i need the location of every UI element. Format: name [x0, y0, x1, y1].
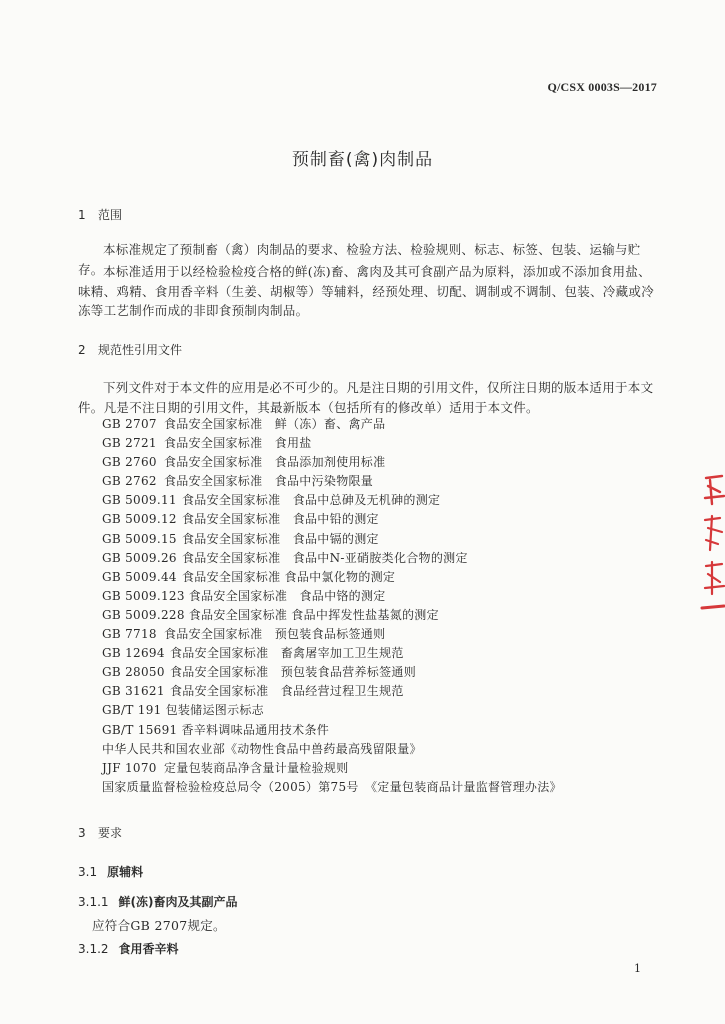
reference-code: GB 5009.12 — [102, 512, 177, 527]
reference-item — [102, 625, 562, 644]
reference-item — [102, 453, 562, 472]
reference-item — [102, 759, 562, 778]
reference-item — [102, 701, 562, 720]
section-number: 1 — [78, 208, 86, 222]
official-seal-stamp — [700, 470, 725, 620]
subsection-title: 原辅料 — [107, 865, 144, 879]
reference-item — [102, 778, 562, 797]
reference-code: GB 2760 — [102, 455, 157, 470]
standard-code: Q/CSX 0003S—2017 — [547, 80, 657, 94]
reference-text: 食品安全国家标准 食品中铬的测定 — [188, 588, 386, 603]
reference-list — [102, 415, 562, 797]
reference-code: GB 5009.228 — [102, 607, 185, 622]
reference-text: 食品安全国家标准 预包装食品标签通则 — [164, 627, 386, 642]
section-number: 2 — [78, 343, 86, 357]
references-intro: 下列文件对于本文件的应用是必不可少的。凡是注日期的引用文件，仅所注日期的版本适用于本文件。凡是不注日期的引用文件，其最新版本（包括所有的修改单）适用于本文件。 — [78, 380, 654, 415]
reference-text: 食品安全国家标准 鲜（冻）畜、禽产品 — [164, 417, 386, 431]
section-heading-references — [78, 341, 182, 358]
reference-text: 定量包装商品净含量计量检验规则 — [164, 760, 349, 775]
reference-text: 食品安全国家标准 食用盐 — [164, 436, 312, 451]
reference-code: GB/T 15691 — [102, 722, 178, 737]
reference-item — [102, 491, 562, 510]
subsection-number: 3.1.1 — [78, 895, 109, 909]
reference-item — [102, 740, 562, 759]
reference-text: 食品安全国家标准 食品中铅的测定 — [182, 512, 379, 527]
reference-text: 食品安全国家标准 食品经营过程卫生规范 — [170, 684, 404, 699]
section-title: 范围 — [98, 208, 123, 222]
page-number: 1 — [634, 962, 641, 975]
reference-code: GB 5009.123 — [102, 588, 185, 603]
section-heading-scope — [78, 206, 122, 223]
reference-text: 食品安全国家标准 食品中挥发性盐基氮的测定 — [188, 607, 439, 622]
scope-paragraph-1: 本标准规定了预制畜（禽）肉制品的要求、检验方法、检验规则、标志、标签、包装、运输与贮存。 — [78, 242, 641, 277]
section-number: 3 — [78, 826, 86, 840]
reference-text: 食品安全国家标准 食品中总砷及无机砷的测定 — [182, 493, 441, 508]
subsection-heading-3-1 — [78, 863, 143, 880]
reference-item — [102, 682, 562, 701]
reference-text: 香辛料调味品通用技术条件 — [181, 722, 330, 737]
reference-code: GB 5009.15 — [102, 531, 177, 546]
reference-text: 食品安全国家标准 食品中氯化物的测定 — [182, 569, 396, 584]
reference-code: GB 28050 — [102, 665, 165, 680]
reference-text: 国家质量监督检验检疫总局令（2005）第75号 《定量包装商品计量监督管理办法》 — [102, 779, 562, 794]
reference-text: 食品安全国家标准 畜禽屠宰加工卫生规范 — [170, 646, 404, 661]
reference-item — [102, 721, 562, 740]
reference-code: GB 12694 — [102, 646, 165, 661]
reference-code: GB 5009.26 — [102, 550, 177, 565]
reference-code: GB/T 191 — [102, 703, 162, 718]
subsection-heading-3-1-2 — [78, 940, 179, 957]
reference-item — [102, 510, 562, 529]
subsection-title: 食用香辛料 — [118, 942, 179, 956]
subsection-body-3-1-1: 应符合GB 2707规定。 — [92, 918, 226, 933]
reference-code: JJF 1070 — [102, 760, 157, 775]
reference-code: GB 5009.11 — [102, 493, 177, 508]
reference-item — [102, 472, 562, 491]
reference-text: 食品安全国家标准 食品中N-亚硝胺类化合物的测定 — [182, 550, 468, 565]
reference-text: 食品安全国家标准 食品中污染物限量 — [164, 474, 374, 489]
reference-code: GB 5009.44 — [102, 569, 177, 584]
subsection-title: 鲜(冻)畜肉及其副产品 — [118, 895, 238, 909]
page-title: 预制畜(禽)肉制品 — [291, 150, 434, 170]
reference-item — [102, 644, 562, 663]
reference-code: GB 31621 — [102, 684, 165, 699]
reference-item — [102, 606, 562, 625]
reference-code: GB 2707 — [102, 417, 157, 431]
subsection-heading-3-1-1 — [78, 893, 238, 910]
reference-text: 中华人民共和国农业部《动物性食品中兽药最高残留限量》 — [102, 741, 422, 756]
reference-item — [102, 568, 562, 587]
reference-text: 食品安全国家标准 预包装食品营养标签通则 — [170, 665, 417, 680]
reference-text: 食品安全国家标准 食品添加剂使用标准 — [164, 455, 386, 470]
reference-code: GB 2762 — [102, 474, 157, 489]
section-title: 规范性引用文件 — [98, 343, 183, 357]
reference-code: GB 7718 — [102, 627, 157, 642]
reference-text: 包装储运图示标志 — [165, 703, 264, 718]
reference-text: 食品安全国家标准 食品中镉的测定 — [182, 531, 379, 546]
scope-paragraph-2: 本标准适用于以经检验检疫合格的鲜(冻)畜、禽肉及其可食副产品为原料，添加或不添加食用盐、味精、鸡精、食用香辛料（生姜、胡椒等）等辅料，经预处理、切配、调制或不调制、包装、冷藏或冷冻等工艺制作而成的非即食预制肉制品。 — [78, 264, 655, 318]
reference-item — [102, 549, 562, 568]
reference-item — [102, 663, 562, 682]
reference-item — [102, 530, 562, 549]
reference-item — [102, 434, 562, 453]
reference-item — [102, 587, 562, 606]
subsection-number: 3.1 — [78, 865, 98, 879]
section-title: 要求 — [98, 826, 123, 840]
subsection-number: 3.1.2 — [78, 942, 109, 956]
reference-code: GB 2721 — [102, 436, 157, 451]
section-heading-requirements — [78, 824, 122, 841]
reference-item — [102, 415, 562, 434]
